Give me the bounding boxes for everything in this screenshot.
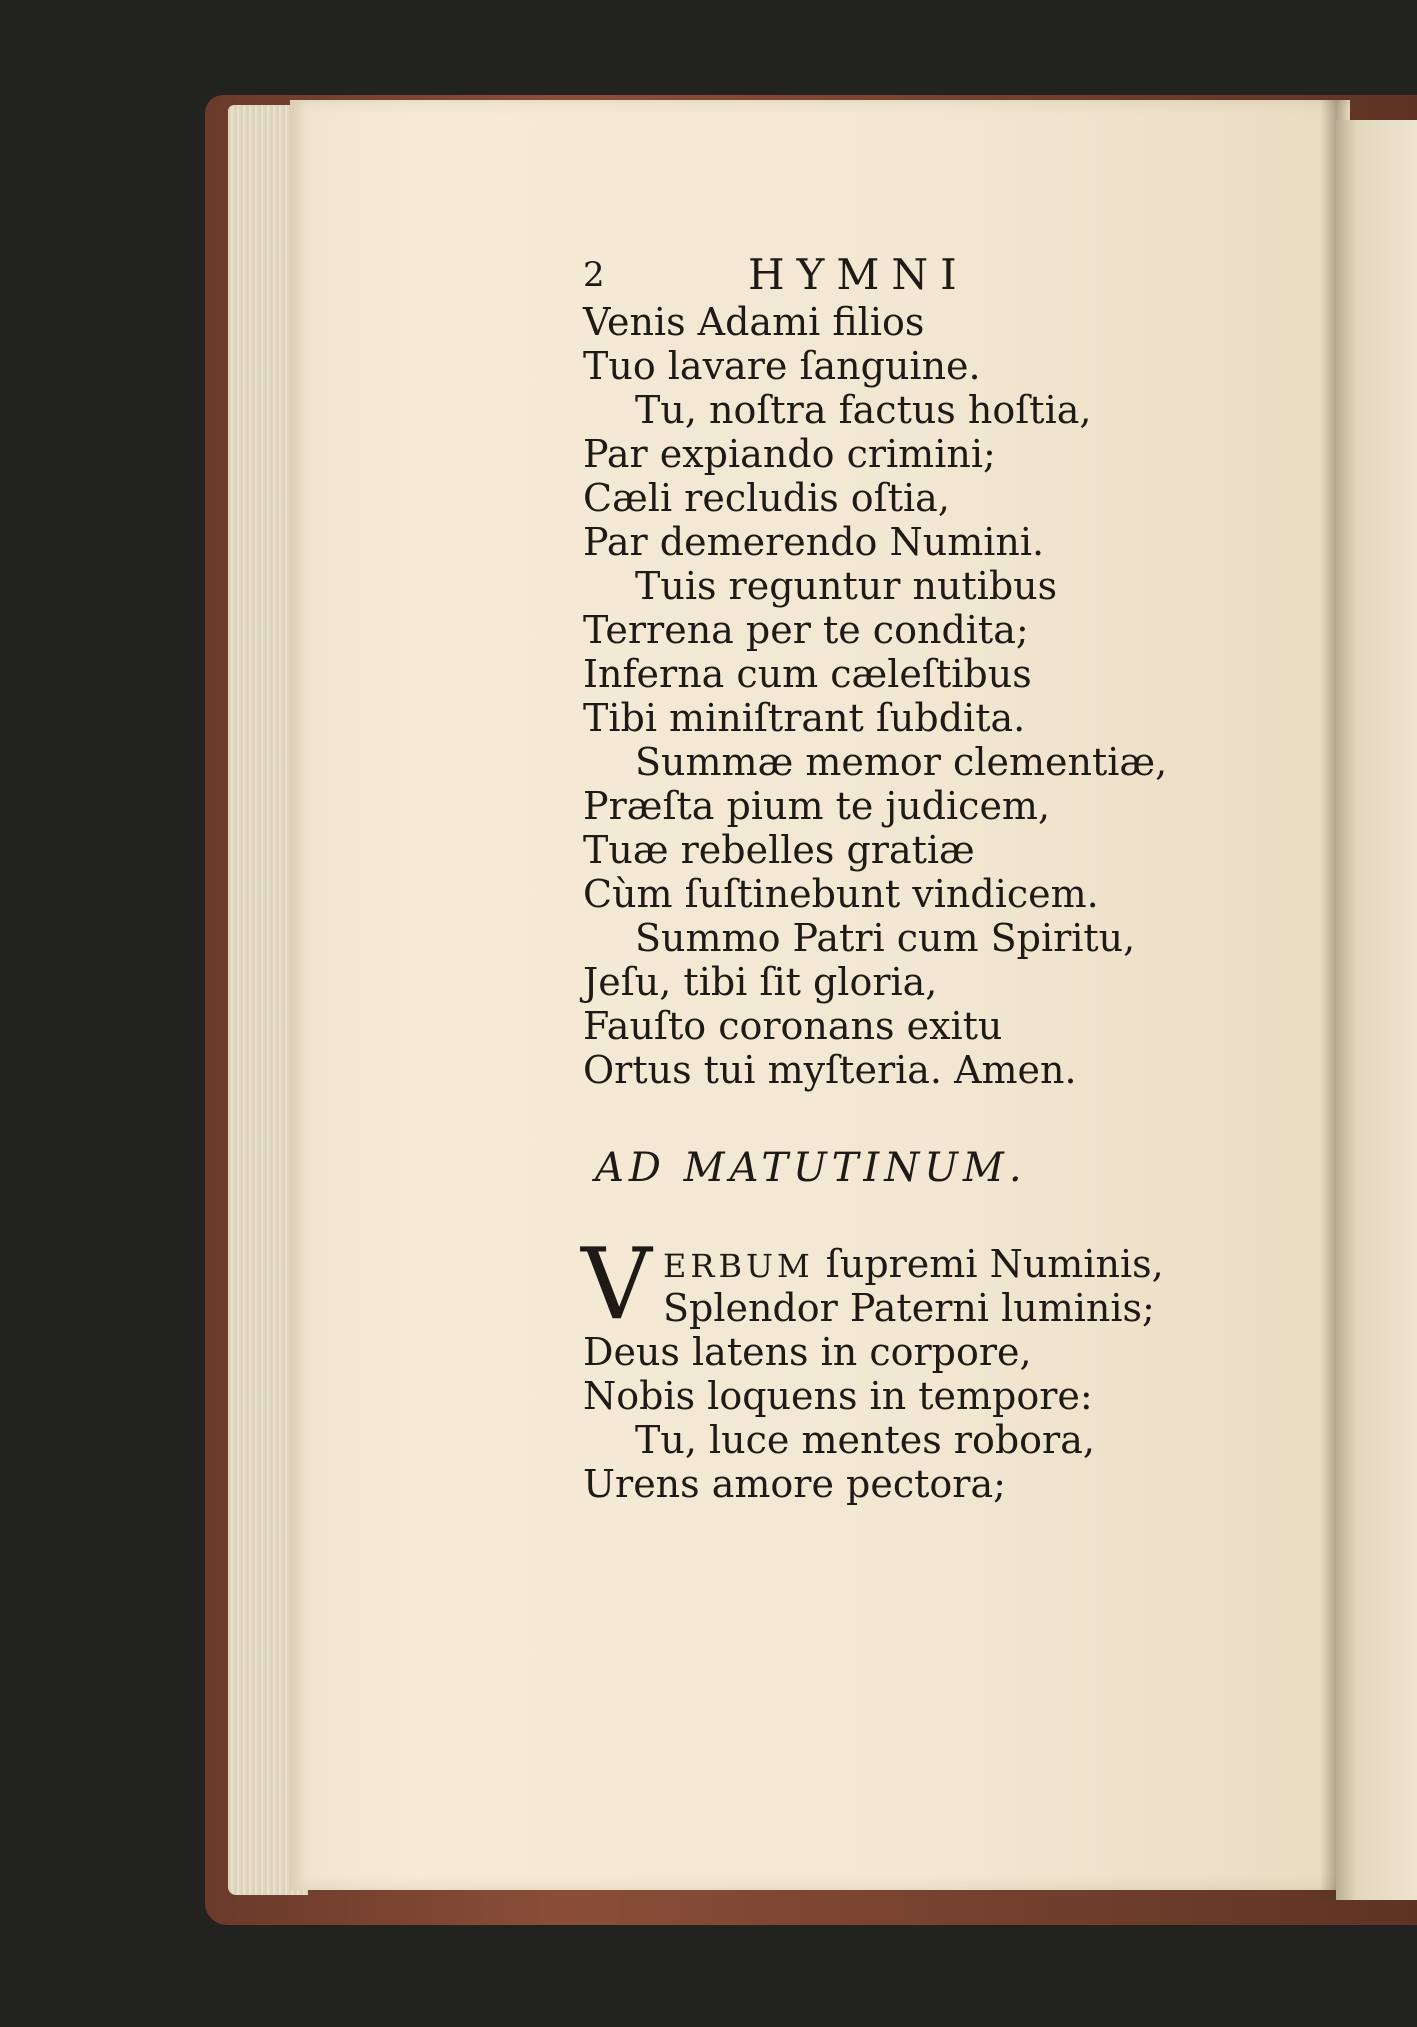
verse-line: Cæli recludis oſtia, bbox=[583, 476, 950, 520]
page-number: 2 bbox=[583, 255, 605, 295]
verse-line: Splendor Paterni luminis; bbox=[663, 1286, 1155, 1330]
verse-line: Tuis reguntur nutibus bbox=[635, 564, 1058, 608]
verse-line: Summo Patri cum Spiritu, bbox=[635, 916, 1136, 960]
hymn-verses bbox=[583, 300, 1283, 1092]
verse-line: Tu, luce mentes robora, bbox=[635, 1418, 1095, 1462]
verse-line: Par expiando crimini; bbox=[583, 432, 996, 476]
verse-line: Tibi miniſtrant ſubdita. bbox=[583, 696, 1026, 740]
verse-line: Venis Adami filios bbox=[583, 300, 925, 344]
verse-line: Præſta pium te judicem, bbox=[583, 784, 1051, 828]
second-hymn bbox=[581, 1228, 1283, 1506]
verse-line-first bbox=[583, 1242, 1283, 1286]
verse-line: Tuo lavare ſanguine. bbox=[583, 344, 981, 388]
verse-line: Inferna cum cæleſtibus bbox=[583, 652, 1032, 696]
first-line-rest: ſupremi Numinis, bbox=[813, 1242, 1164, 1286]
running-title: HYMNI bbox=[748, 250, 969, 299]
verse-line: Tu, noſtra factus hoſtia, bbox=[635, 388, 1092, 432]
verse-line: Urens amore pectora; bbox=[583, 1462, 1006, 1506]
hymn-verses-2 bbox=[583, 1242, 1283, 1506]
section-title: AD MATUTINUM. bbox=[595, 1145, 1027, 1191]
verse-line: Terrena per te condita; bbox=[583, 608, 1029, 652]
verse-line: Fauſto coronans exitu bbox=[583, 1004, 1003, 1048]
facing-page bbox=[1336, 120, 1417, 1900]
page-header bbox=[583, 250, 1283, 300]
verse-line: Tuæ rebelles gratiæ bbox=[583, 828, 975, 872]
verse-line: Summæ memor clementiæ, bbox=[635, 740, 1168, 784]
verse-line: Nobis loquens in tempore: bbox=[583, 1374, 1093, 1418]
verse-line: Ortus tui myſteria. Amen. bbox=[583, 1048, 1077, 1092]
verse-line: Cùm ſuſtinebunt vindicem. bbox=[583, 872, 1099, 916]
verse-line: Par demerendo Numini. bbox=[583, 520, 1045, 564]
verse-line: Deus latens in corpore, bbox=[583, 1330, 1032, 1374]
verse-line: Jeſu, tibi ſit gloria, bbox=[583, 960, 938, 1004]
drop-cap: V bbox=[581, 1228, 652, 1342]
first-word: ERBUM bbox=[663, 1247, 814, 1285]
page-text bbox=[583, 250, 1283, 1506]
